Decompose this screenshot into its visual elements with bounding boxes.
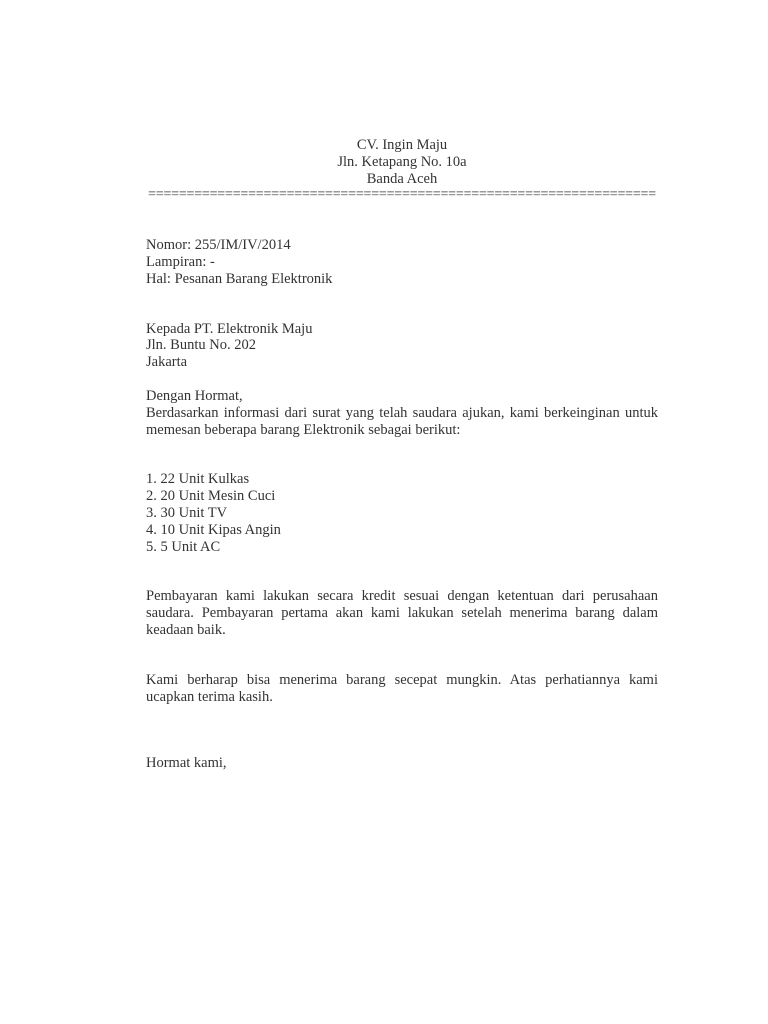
intro-paragraph: Berdasarkan informasi dari surat yang telah saudara ajukan, kami berkeinginan untuk memesan beberapa barang Elektronik sebagai berikut: <box>146 404 658 438</box>
closing-paragraph: Kami berharap bisa menerima barang secepat mungkin. Atas perhatiannya kami ucapkan terima kasih. <box>146 671 658 705</box>
list-item: 4. 10 Unit Kipas Angin <box>146 521 281 538</box>
list-item: 2. 20 Unit Mesin Cuci <box>146 488 276 505</box>
letter-meta <box>146 237 658 287</box>
greeting: Dengan Hormat, <box>146 387 243 404</box>
recipient-name: Kepada PT. Elektronik Maju <box>146 320 313 337</box>
letter-subject: Hal: Pesanan Barang Elektronik <box>146 270 333 287</box>
company-address: Jln. Ketapang No. 10a <box>337 153 467 170</box>
recipient-city: Jakarta <box>146 354 188 371</box>
company-city: Banda Aceh <box>366 170 438 187</box>
company-name: CV. Ingin Maju <box>356 137 448 153</box>
list-item: 1. 22 Unit Kulkas <box>146 471 250 488</box>
letter-attachment: Lampiran: - <box>146 253 215 270</box>
letter-page <box>146 137 658 772</box>
payment-paragraph: Pembayaran kami lakukan secara kredit sesuai dengan ketentuan dari perusahaan saudara. Pembayaran pertama akan kami lakukan setelah menerima barang dalam keadaan baik. <box>146 588 658 638</box>
letterhead <box>146 137 658 187</box>
list-item: 3. 30 Unit TV <box>146 504 228 521</box>
signature-salutation: Hormat kami, <box>146 755 227 772</box>
recipient-address: Jln. Buntu No. 202 <box>146 337 256 354</box>
list-item: 5. 5 Unit AC <box>146 538 221 555</box>
order-list <box>146 471 658 555</box>
recipient-block <box>146 321 658 371</box>
letter-number: Nomor: 255/IM/IV/2014 <box>146 237 291 254</box>
letterhead-separator: ================================================================== <box>148 187 656 203</box>
